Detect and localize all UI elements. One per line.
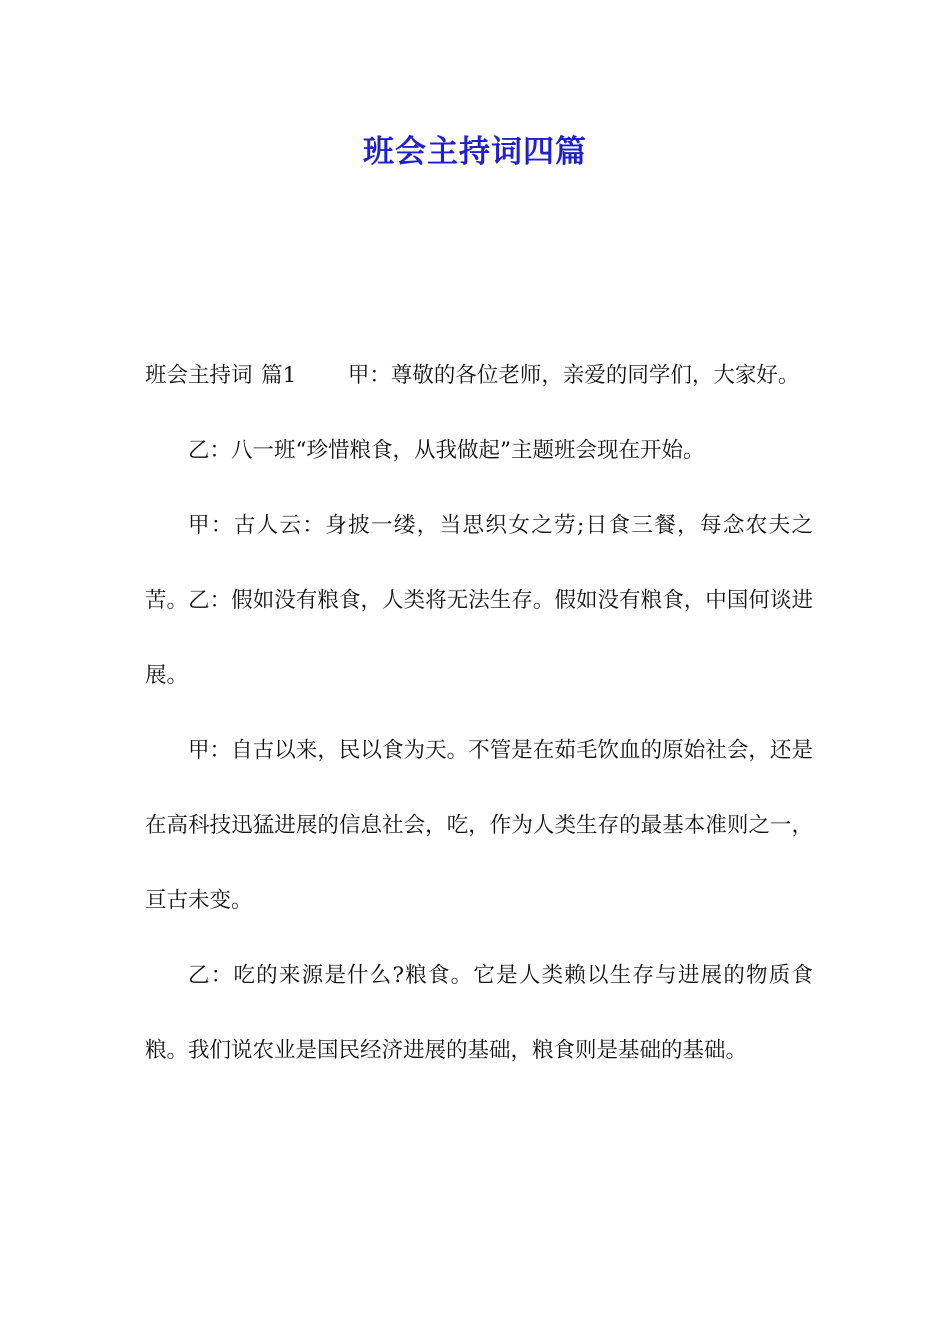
section-label: 班会主持词 bbox=[145, 363, 253, 388]
paragraph-3: 甲：古人云：身披一缕，当思织女之劳;日食三餐，每念农夫之苦。乙：假如没有粮食，人类将无法生存。假如没有粮食，中国何谈进展。 bbox=[145, 513, 813, 688]
document-body bbox=[145, 338, 813, 1088]
paragraph-1 bbox=[145, 338, 813, 413]
paragraph-4: 甲：自古以来，民以食为天。不管是在茹毛饮血的原始社会，还是在高科技迅猛进展的信息社会，吃，作为人类生存的最基本准则之一，亘古未变。 bbox=[145, 738, 813, 913]
paragraph-5: 乙：吃的来源是什么?粮食。它是人类赖以生存与进展的物质食粮。我们说农业是国民经济进展的基础，粮食则是基础的基础。 bbox=[145, 963, 813, 1063]
paragraph-1-text: 甲：尊敬的各位老师，亲爱的同学们，大家好。 bbox=[347, 363, 800, 388]
document-title: 班会主持词四篇 bbox=[363, 134, 587, 170]
paragraph-2: 乙：八一班“珍惜粮食，从我做起”主题班会现在开始。 bbox=[188, 438, 705, 463]
section-number: 篇1 bbox=[261, 363, 297, 388]
